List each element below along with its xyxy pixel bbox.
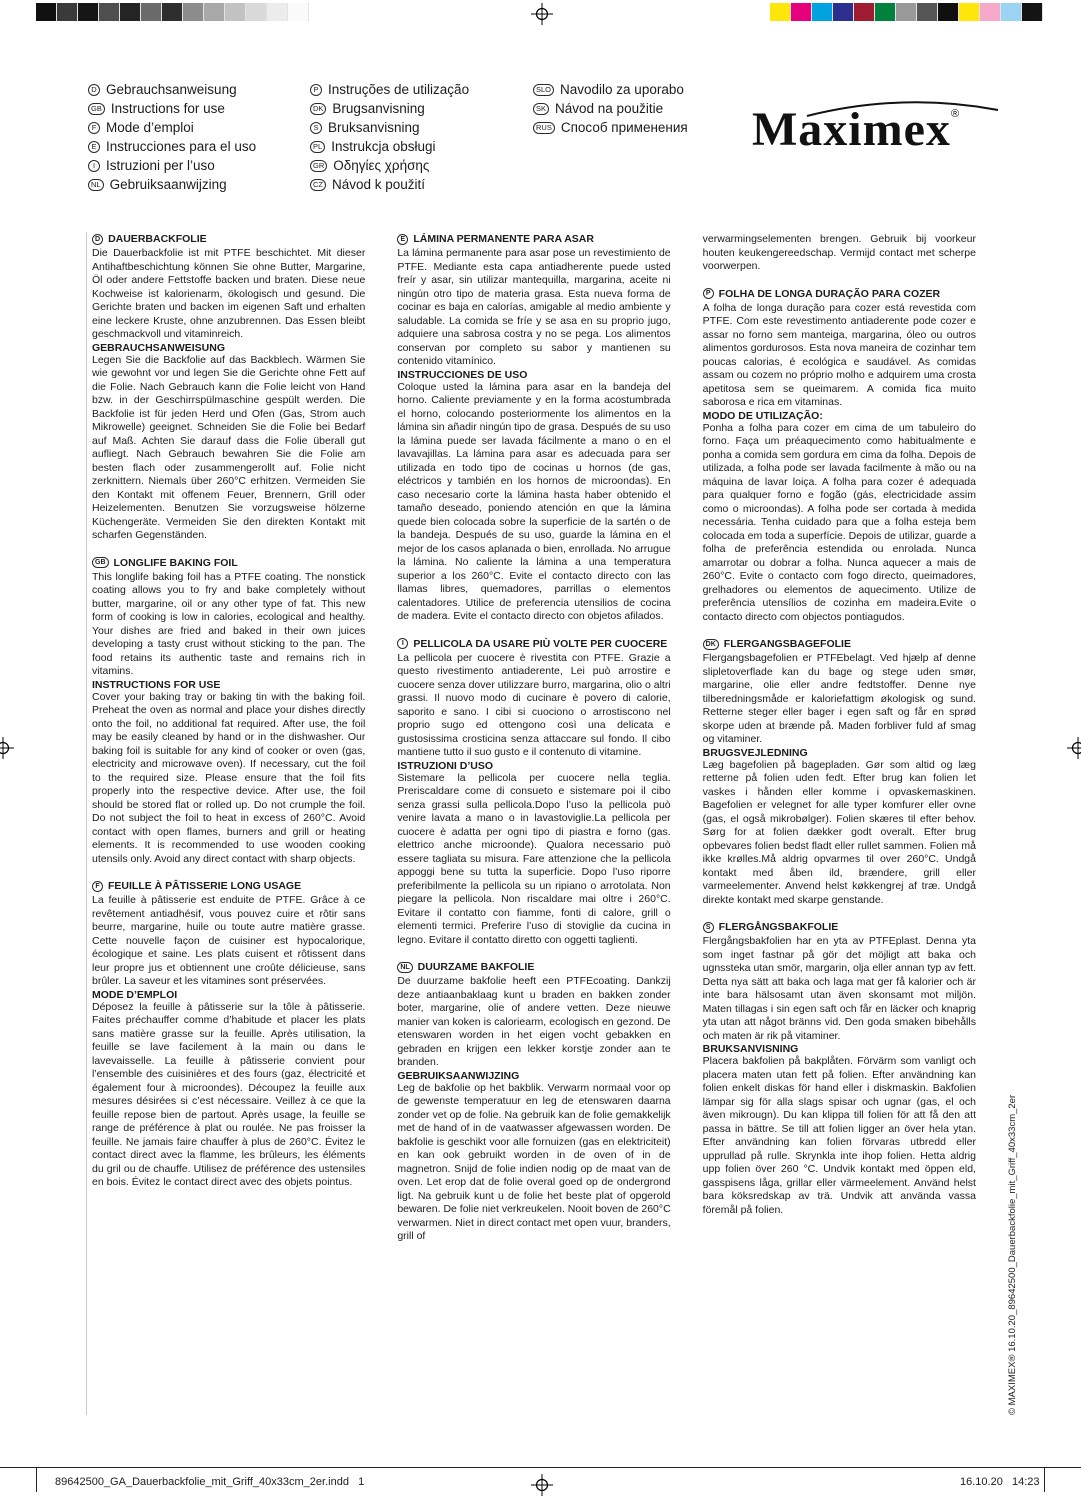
calibration-swatch bbox=[812, 3, 833, 21]
section-french bbox=[92, 880, 365, 1190]
section-subhead: INSTRUCCIONES DE USO bbox=[397, 368, 528, 381]
section-intro: Die Dauerbackfolie ist mit PTFE beschichtet. Mit dieser Antihaftbeschichtung können Sie ohne Butter, Margarine, Öl oder andere Fettstoffe backen und braten. Diese neue Kochweise ist kalorienarm, ökologisch und gesund. Die Gerichte braten und backen im eigenen Saft und erhalten eine leckere Kruste, ohne anzubrennen. Das Essen bleibt geschmackvoll und vitaminreich. bbox=[92, 247, 366, 340]
lang-code-badge: PL bbox=[310, 141, 325, 153]
lang-code-badge: GB bbox=[88, 103, 105, 115]
calibration-swatch bbox=[288, 3, 309, 21]
section-body: Coloque usted la lámina para asar en la bandeja del horno. Caliente previamente y en la forma acostumbrada el horno, colocando posteriormente los alimentos en la lámina sin añadir ningún tipo de grasa. Después de su uso la lámina puede ser lavada fácilmente a mano o en el lavavajillas. La lámina para asar es adecuada para ser utilizada en todo tipo de cocinas u hornos (de gas, eléctricos y también en los hornos de microondas). En caso necesario corte la lámina hasta haber obtenido el tamaño deseado, poniendo atención en que la lámina quede bien colocada sobre la superficie de la sartén o de la bandeja. Después de su uso, guarde la lámina en el mejor de los casos aplanada o bien, enrollada. No arrugue la lámina. No caliente la lámina a una temperatura superior a los 260°C. Evite el contacto directo con las llamas libres, quemadores, parrillas o elementos calentadores. Utilice de preferencia utensilios de cocina de madera. Evite el contacto directo con objetos afilados. bbox=[397, 380, 671, 622]
lang-label: Návod na použitie bbox=[555, 101, 664, 116]
lang-label: Brugsanvisning bbox=[332, 101, 425, 116]
lang-code-badge: GB bbox=[92, 557, 109, 568]
calibration-swatch bbox=[938, 3, 959, 21]
language-item bbox=[310, 99, 469, 118]
lang-code-badge: P bbox=[310, 84, 322, 96]
lang-label: Návod k použití bbox=[332, 177, 426, 192]
instructions-body bbox=[92, 233, 976, 1258]
lang-label: Instrukcja obsługi bbox=[331, 139, 436, 154]
language-item bbox=[310, 80, 469, 99]
registration-mark-bottom bbox=[531, 1474, 553, 1496]
section-subhead: BRUKSANVISNING bbox=[702, 1043, 799, 1055]
section-dutch bbox=[397, 961, 670, 1244]
language-item bbox=[88, 175, 256, 194]
calibration-swatch bbox=[959, 3, 980, 21]
text-block-left-rule bbox=[86, 232, 87, 1415]
section-title: FOLHA DE LONGA DURAÇÃO PARA COZER bbox=[718, 287, 941, 300]
section-body: Cover your baking tray or baking tin with the baking foil. Preheat the oven as normal and place your dishes directly onto the foil, no additional fat required. After use, the foil may be easily cleaned by hand or in the dishwasher. Our baking foil is suitable for any kind of cooker or oven (gas, electricity and microwave oven). If necessary, cut the foil to the required size. Please ensure that the foil fits properly into the respective device. After use, the foil should be stored flat or rolled up. Do not crumple the foil. Do not subject the foil to heat in excess of 260°C. Avoid contact with open flames, burners and grill or heating elements. It is recommended to use wooden cooking utensils only. Avoid any direct contact with sharp objects. bbox=[92, 690, 366, 865]
calibration-strip-right bbox=[770, 3, 1043, 21]
lang-label: Istruzioni per l’uso bbox=[106, 158, 215, 173]
lang-label: Navodilo za uporabo bbox=[560, 82, 684, 97]
logo-arc-icon bbox=[752, 92, 1002, 120]
lang-code-badge: D bbox=[92, 234, 103, 245]
section-title: DUURZAME BAKFOLIE bbox=[417, 961, 535, 973]
lang-code-badge: SLO bbox=[533, 84, 554, 96]
section-body: Læg bagefolien på bagepladen. Gør som altid og læg retterne på folien uden fedt. Efter brug kan folien let vaskes i hånden eller komme i opvaskemaskinen. Bagefolien er velegnet for alle typer komfurer eller ovne (gas, el også mikrobølger). Folien skæres til efter behov. Sørg for at folien dækker godt overalt. Efter brug opbevares folien bedst fladt eller rullet sammen. Folien må ikke krølles.Må aldrig opvarmes til over 260°C. Undgå kontakt med åben ild, brændere, grill eller varmeelementer. Anvend helst køkkengrej af træ. Undgå direkte kontakt med skarpe genstande. bbox=[702, 758, 976, 906]
lang-label: Instrucciones para el uso bbox=[106, 139, 257, 154]
language-item bbox=[310, 118, 469, 137]
section-body: Ponha a folha para cozer em cima de um tabuleiro do forno. Faça um préaquecimento como habitualmente e ponha a comida sem gordura em cima da folha. Depois de utilizada, a folha pode ser lavada facilmente à mão ou na máquina de lavar loiça. A folha para cozer é adequada para qualquer forno e fogão (gás, electricidade assim como o microondas). A folha pode ser cortada à medida necessária. Tenha cuidado para que a folha esteja bem colocada em toda a superfície. Depois de utilizar, guarde a folha de preferência estendida ou enrolada. Nunca amarrotar ou dobrar a folha. Nunca aquecer a mais de 260°C. Evite o contacto com fogo directo, queimadores, grelhadores ou elementos de aquecimento. Utilize de preferência utensílios de cozinha em madeira.Evite o contacto directo com objectos pontiagudos. bbox=[702, 421, 976, 623]
language-item bbox=[88, 156, 256, 175]
lang-label: Gebruiksaanwijzing bbox=[109, 177, 227, 192]
language-item bbox=[310, 156, 469, 175]
calibration-swatch bbox=[833, 3, 854, 21]
section-body: Legen Sie die Backfolie auf das Backblech. Wärmen Sie wie gewohnt vor und legen Sie die Gerichte ohne Fett auf die Folie. Nach Gebrauch kann die Folie leicht von Hand bzw. in der Geschirrspülmaschine gespült werden. Die Backfolie ist für jeden Herd und Ofen (Gas, Strom auch Mikrowelle) geeignet. Schneiden Sie die Folie bei Bedarf auf Maß. Achten Sie darauf dass die Folie überall gut aufliegt. Nach Gebrauch bewahren Sie die Folie am besten flach oder zusammengerollt auf. Folie nicht zerknittern. Niemals über 260°C erhitzen. Vermeiden Sie den Kontakt mit offenem Feuer, Brennern, Grill oder Heizelementen. Benutzen Sie vorzugsweise hölzerne Küchengeräte. Vermeiden Sie den direkten Kontakt mit scharfen Gegenständen. bbox=[92, 353, 366, 541]
registration-mark-top bbox=[531, 3, 553, 25]
section-title: DAUERBACKFOLIE bbox=[108, 233, 207, 245]
lang-label: Οδηγίες χρήσης bbox=[333, 158, 430, 173]
lang-label: Gebrauchsanweisung bbox=[106, 82, 237, 97]
brand-logo bbox=[752, 102, 997, 157]
calibration-swatch bbox=[141, 3, 162, 21]
section-title: FEUILLE À PÂTISSERIE LONG USAGE bbox=[108, 880, 302, 892]
lang-label: Instruções de utilização bbox=[328, 82, 470, 97]
lang-code-badge: GR bbox=[310, 160, 327, 172]
lang-label: Способ применения bbox=[560, 120, 688, 135]
language-item bbox=[88, 99, 256, 118]
section-subhead: BRUGSVEJLEDNING bbox=[702, 746, 808, 759]
text-column-3 bbox=[703, 233, 976, 1258]
section-subhead: GEBRAUCHSANWEISUNG bbox=[92, 341, 226, 354]
calibration-swatch bbox=[183, 3, 204, 21]
section-intro: De duurzame bakfolie heeft een PTFEcoating. Dankzij deze antiaanbaklaag kunt u braden en bakken zonder boter, margarine, olie of andere vetten. Deze nieuwe manier van koken is caloriearm, ecologisch en gezond. De etenswaren worden in het eigen vocht gebakken en gebraden en krijgen een lekker korstje zonder aan te branden. bbox=[397, 975, 671, 1068]
language-item bbox=[88, 80, 256, 99]
language-item bbox=[88, 118, 256, 137]
language-item bbox=[88, 137, 256, 156]
lang-code-badge: SK bbox=[533, 103, 549, 115]
section-title: LÁMINA PERMANENTE PARA ASAR bbox=[413, 233, 594, 245]
lang-code-badge: DK bbox=[310, 103, 326, 115]
section-body: Déposez la feuille à pâtisserie sur la tôle à pâtisserie. Faites préchauffer comme d’habitude et placer les plats sans matière grasse sur la feuille. Après utilisation, la feuille se lave facilement à la main ou dans le lavevaisselle. La feuille à pâtisserie convient pour l’ensemble des cuisinières et des fours (gaz, électricité et également four à microondes). Découpez la feuille aux mesures désirées si c’est nécessaire. Veillez à ce que la feuille repose bien de partout. Après usage, la feuille se range de préférence à plat ou roulée. Ne pas froisser la feuille. Ne jamais faire chauffer à plus de 260°C. Évitez le contact direct avec la flamme, les brûleurs, les éléments du gril ou de chauffe. Utilisez de préférence des ustensiles en bois. Évitez le contact direct avec des objets pointus. bbox=[92, 1000, 366, 1188]
section-subhead: GEBRUIKSAANWIJZING bbox=[397, 1069, 520, 1082]
calibration-swatch bbox=[225, 3, 246, 21]
lang-label: Bruksanvisning bbox=[328, 120, 420, 135]
lang-code-badge: RUS bbox=[533, 122, 555, 134]
calibration-swatch bbox=[57, 3, 78, 21]
calibration-swatch bbox=[917, 3, 938, 21]
lang-code-badge: CZ bbox=[310, 179, 326, 191]
lang-code-badge: DK bbox=[703, 639, 719, 650]
calibration-swatch bbox=[78, 3, 99, 21]
section-subhead: MODO DE UTILIZAÇÃO: bbox=[702, 409, 823, 422]
language-item bbox=[310, 175, 469, 194]
section-subhead: ISTRUZIONI D’USO bbox=[397, 759, 493, 772]
calibration-swatch bbox=[1001, 3, 1022, 21]
section-title: FLERGANGSBAGEFOLIE bbox=[723, 638, 851, 650]
lang-code-badge: I bbox=[88, 160, 100, 172]
section-title: PELLICOLA DA USARE PIÙ VOLTE PER CUOCERE bbox=[413, 637, 668, 650]
lang-code-badge: S bbox=[703, 922, 714, 933]
brand-name: Maximex bbox=[752, 103, 951, 156]
section-body: Sistemare la pellicola per cuocere nella teglia. Preriscaldare come di consueto e sistemare poi il cibo senza grassi sulla pellicola.Dopo l’uso la pellicola può venire lavata a mano o in lavastoviglie.La pellicola per cuocere è adatta per ogni tipo di piastra e forno (gas. elettrico anche microonde). Qualora necessario può essere tagliata su misura. Fare attenzione che la pellicola appoggi bene su tutta la superficie. Dopo l’uso riporre preferibilmente la pellicola su un ripiano o arrotolata. Non piegare la pellicola. Non riscaldare mai oltre i 260°C. Evitare il contatto con fiamme, fonti di calore, grill o elementi termici. Preferire l’uso di stoviglie da cucina in legno. Evitare il contatto diretto con oggetti taglienti. bbox=[397, 771, 671, 946]
section-title: LONGLIFE BAKING FOIL bbox=[113, 556, 238, 569]
registration-mark-left bbox=[0, 737, 14, 759]
lang-code-badge: NL bbox=[397, 962, 412, 973]
lang-code-badge: P bbox=[703, 288, 714, 299]
dutch-continuation-text: verwarmingselementen brengen. Gebruik bij voorkeur houten keukengereedschap. Vermijd contact met scherpe voorwerpen. bbox=[702, 233, 976, 272]
language-item bbox=[533, 118, 688, 137]
registered-trademark-icon: ® bbox=[950, 108, 960, 120]
crop-tick-right bbox=[1044, 1468, 1045, 1492]
section-title: FLERGÅNGSBAKFOLIE bbox=[718, 921, 839, 933]
calibration-swatch bbox=[36, 3, 57, 21]
lang-code-badge: E bbox=[88, 141, 100, 153]
text-column-1 bbox=[92, 233, 365, 1258]
footer-filename: 89642500_GA_Dauerbackfolie_mit_Griff_40x33cm_2er.indd 1 bbox=[55, 1476, 365, 1488]
lang-code-badge: NL bbox=[88, 179, 104, 191]
section-german bbox=[92, 233, 365, 543]
calibration-swatch bbox=[204, 3, 225, 21]
section-intro: Flergangsbagefolien er PTFEbelagt. Ved hjælp af denne slipletoverflade kan du bage og stege uden smør, margarine, olie eller andre fedtstoffer. Denne nye tilberedningsmåde er kaloriefattigm økologisk og sund. Retterne steger eller bager i egen saft og får en sprød skorpe uden at brænde på. Maden forbliver fuld af smag og vitaminer. bbox=[702, 652, 976, 745]
lang-label: Instructions for use bbox=[110, 101, 225, 116]
calibration-swatch bbox=[980, 3, 1001, 21]
calibration-swatch bbox=[770, 3, 791, 21]
section-swedish bbox=[703, 921, 976, 1217]
language-item bbox=[533, 80, 688, 99]
lang-code-badge: S bbox=[310, 122, 322, 134]
language-list-3 bbox=[533, 80, 688, 137]
footer-timestamp: 16.10.20 14:23 bbox=[960, 1476, 1040, 1488]
section-body: Placera bakfolien på bakplåten. Förvärm som vanligt och placera maten utan fett på folien. Efter användning kan folien enkelt diskas för hand eller i diskmaskin. Bakfolien lämpar sig för alla slags spisar och ugnar (gas, el och även mikrougn). Du kan klippa till folien för att få den att passa in bättre. Se till att folien ligger an över hela ytan. Efter användning kan folien förvaras utbredd eller upprullad på rulle. Skrynkla inte ihop folien. Hetta aldrig upp folien över 260 °C. Undvik kontakt med öppen eld, gasspisens låga, grillar eller värmeelement. Använd helst bara köksredskap av trä. Undvik att använda vassa föremål på folien. bbox=[702, 1055, 976, 1216]
lang-code-badge: F bbox=[92, 881, 103, 892]
section-italian bbox=[397, 638, 670, 948]
crop-tick-left bbox=[36, 1468, 37, 1492]
calibration-swatch bbox=[854, 3, 875, 21]
section-intro: This longlife baking foil has a PTFE coating. The nonstick coating allows you to fry and bake completely without butter, margarine, oil or any other type of fat. This new form of cooking is low in calories, ecological and healthy. Your dishes are fried and baked in their own juices developing a tasty crust without sticking to the pan. The food retains its authentic taste and remains rich in vitamins. bbox=[92, 570, 366, 677]
section-subhead: INSTRUCTIONS FOR USE bbox=[92, 678, 221, 691]
footer-rule bbox=[0, 1467, 1081, 1468]
section-spanish bbox=[397, 233, 670, 624]
section-intro: La feuille à pâtisserie est enduite de PTFE. Grâce à ce revêtement antiadhésif, vous pouvez cuire et rôtir sans beurre, margarine, huile ou toute autre matière grasse. Cette nouvelle façon de cuisiner est hypocalorique, écologique et saine. Les plats cuisent et rôtissent dans leur propre jus et obtiennent une croûte délicieuse, sans brûler. La saveur et les vitamines sont préservées. bbox=[92, 894, 366, 987]
section-intro: La pellicola per cuocere è rivestita con PTFE. Grazie a questo rivestimento antiaderente, Lei può arrostire e cuocere senza dover utilizzare burro, margarina, olio o altri grassi. Il nuovo modo di cucinare è povero di calorie, saporito e sano. I cibi si cuociono o arrostiscono nel proprio sugo ed ottengono così una delicata e gustosissima crosticina senza attaccare sul fondo. Il cibo mantiene tutto il suo gusto e il contenuto di vitamine. bbox=[397, 651, 671, 758]
calibration-strip-left bbox=[36, 3, 309, 21]
section-english bbox=[92, 557, 365, 867]
section-subhead: MODE D’EMPLOI bbox=[92, 988, 178, 1001]
section-intro: A folha de longa duração para cozer está revestida com PTFE. Com este revestimento antiaderente pode cozer e assar no forno sem manteiga, margarina, óleo ou outros alimentos gordurosos. Esta nova maneira de cozinhar tem poucas calorias, é ecológica e saudável. As comidas assam ou cozem no próprio molho e adquirem uma crosta apetitosa sem se queimarem. A comida fica muito saborosa e rica em vitaminas. bbox=[702, 301, 976, 408]
copyright-side-text: © MAXIMEX® 16.10.20_89642500_Dauerbackfolie_mit_Griff_40x33cm_2er bbox=[1007, 1094, 1018, 1415]
language-item bbox=[533, 99, 688, 118]
lang-code-badge: E bbox=[397, 234, 408, 245]
lang-code-badge: D bbox=[88, 84, 100, 96]
registration-mark-right bbox=[1067, 737, 1081, 759]
lang-code-badge: F bbox=[88, 122, 100, 134]
calibration-swatch bbox=[896, 3, 917, 21]
language-list-2 bbox=[310, 80, 469, 194]
calibration-swatch bbox=[267, 3, 288, 21]
lang-label: Mode d’emploi bbox=[106, 120, 194, 135]
calibration-swatch bbox=[875, 3, 896, 21]
calibration-swatch bbox=[791, 3, 812, 21]
language-list-1 bbox=[88, 80, 256, 194]
calibration-swatch bbox=[246, 3, 267, 21]
section-intro: La lámina permanente para asar pose un revestimiento de PTFE. Mediante esta capa antiadherente puede usted freír y asar, sin utilizar mantequilla, margarina, aceite ni ningún otro tipo de materia grasa. Esta nueva forma de cocinar es baja en calorías, amigable al medio ambiente y saludable. La comida se fríe y se asa en su proprio jugo, adquiere una sabrosa costra y no se pega. Los alimentos conservan por completo su sabor y mantienen su contenido vitamínico. bbox=[397, 247, 671, 367]
section-body: Leg de bakfolie op het bakblik. Verwarm normaal voor op de gewenste temperatuur en leg de etenswaren daarna zonder vet op de folie. Na gebruik kan de folie gemakkelijk met de hand of in de vaatwasser afgewassen worden. De bakfolie is geschikt voor alle fornuizen (gas en elektriciteit) en kan ook gebruikt worden in de oven of in de magnetron. Snijd de folie indien nodig op de maat van de oven. Let erop dat de folie overal goed op de ondergrond ligt. Na gebruik kunt u de folie het beste plat of opgerold bewaren. De folie niet verkreukelen. Nooit boven de 260°C verwarmen. Niet in direct contact met open vuur, branders, grill of bbox=[397, 1081, 671, 1242]
lang-code-badge: I bbox=[397, 638, 408, 649]
section-portuguese bbox=[703, 288, 976, 625]
calibration-swatch bbox=[99, 3, 120, 21]
text-column-2 bbox=[397, 233, 670, 1258]
language-item bbox=[310, 137, 469, 156]
section-danish bbox=[703, 638, 976, 907]
calibration-swatch bbox=[120, 3, 141, 21]
section-intro: Flergångsbakfolien har en yta av PTFEplast. Denna yta som inget fastnar på gör det möjligt att baka och ugnssteka utan smör, margarin, olja eller annan typ av fett. Detta nya sätt att baka och laga mat ger få kalorier och är inte bara hälsosamt utan även skonsamt mot miljön. Maten tillagas i sin egen saft och får en läcker och knaprig yta utan att något bränns vid. Den goda smaken bibehålls och maten är rik på vitaminer. bbox=[702, 935, 976, 1042]
calibration-swatch bbox=[162, 3, 183, 21]
calibration-swatch bbox=[1022, 3, 1043, 21]
